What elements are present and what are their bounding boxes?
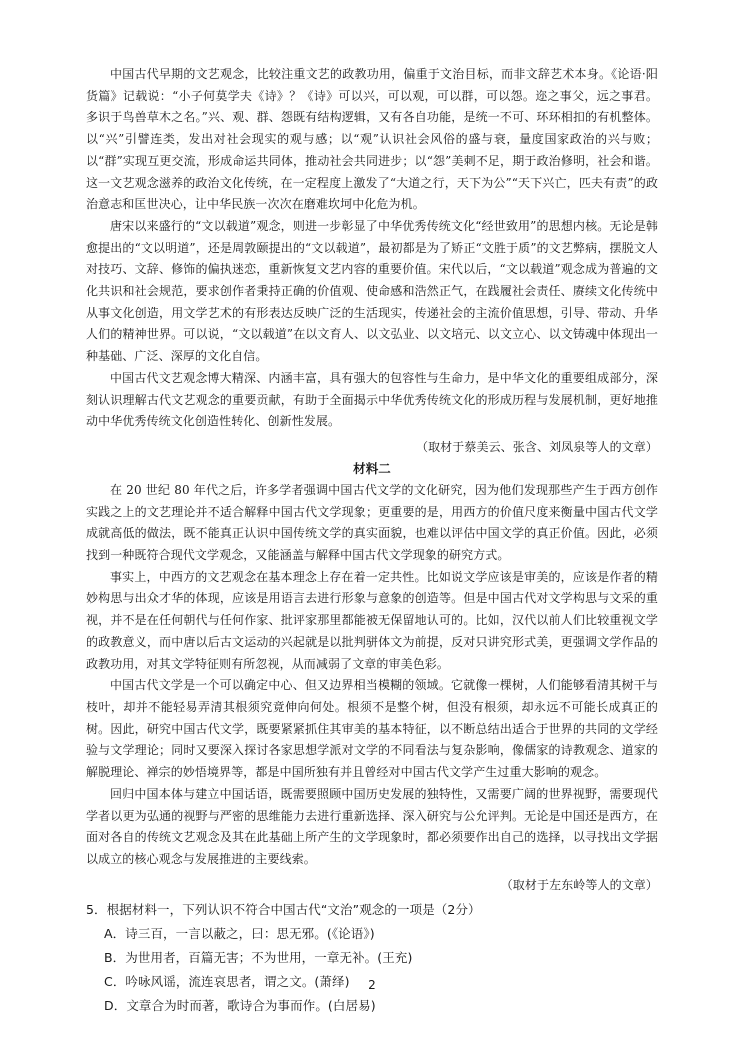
material-two-heading: 材料二	[353, 460, 391, 476]
material-two-source: （取材于左东岭等人的文章）	[500, 877, 658, 892]
option-c: C．吟咏风谣，流连哀思者，谓之文。(萧绎)	[104, 973, 350, 989]
material-one-paragraph-2: 唐宋以来盛行的“文以载道”观念，则进一步彰显了中华优秀传统文化“经世致用”的思想内核。无论是韩愈提出的“文以明道”，还是周敦颐提出的“文以载道”，最初都是为了矫正“文胜于质”的文艺弊病，摆脱文人对技巧、文辞、修饰的偏执迷恋，重新恢复文艺内容的重要价值。宋代以后，“文以载道”观念成为普遍的文化共识和社会规范，要求创作者秉持正确的价值观、使命感和浩然正气，在践履社会责任、赓续文化传统中从事文化创造，用文学艺术的有形表达反映广泛的生活现实，传递社会的主流价值思想，引导、带动、升华人们的精神世界。可以说，“文以载道”在以文育人、以文弘业、以文培元、以文立心、以文铸魂中体现出一种基础、广泛、深厚的文化自信。	[86, 218, 658, 364]
option-a: A．诗三百，一言以蔽之，曰：思无邪。(《论语》)	[104, 925, 375, 941]
material-two-paragraph-2: 事实上，中西方的文艺观念在基本理念上存在着一定共性。比如说文学应该是审美的，应该是作者的精妙构思与出众才华的体现，应该是用语言去进行形象与意象的创造等。但是中国古代对文学构思与文采的重视，并不是在任何朝代与任何作家、批评家那里都能被无保留地认可的。比如，汉代以前人们比较重视文学的政教意义，而中唐以后古文运动的兴起就是以批判骈体文为前提，反对只讲究形式美，更强调文学作品的政教功用，对其文学特征则有所忽视，从而减弱了文章的审美色彩。	[86, 569, 658, 671]
material-one-paragraph-3: 中国古代文艺观念博大精深、内涵丰富，具有强大的包容性与生命力，是中华文化的重要组成部分，深刻认识理解古代文艺观念的重要贡献，有助于全面揭示中华优秀传统文化的形成历程与发展机制，更好地推动中华优秀传统文化创造性转化、创新性发展。	[86, 370, 658, 429]
question-5	[86, 898, 658, 1018]
page-number: 2	[368, 978, 376, 992]
material-two-paragraph-3: 中国古代文学是一个可以确定中心、但又边界相当模糊的领域。它就像一棵树，人们能够看清其树干与枝叶，却并不能轻易弄清其根须究竟伸向何处。根须不是整个树，但没有根须，却永远不可能长成真正的树。因此，研究中国古代文学，既要紧紧抓住其审美的基本特征，以不断总结出适合于世界的共同的文学经验与文学理论；同时又要深入探讨各家思想学派对文学的不同看法与复杂影响，像儒家的诗教观念、道家的解脱理论、禅宗的妙悟境界等，都是中国所独有并且曾经对中国古代文学产生过重大影响的观念。	[86, 678, 658, 780]
material-one-paragraph-1: 中国古代早期的文艺观念，比较注重文艺的政教功用，偏重于文治目标，而非文辞艺术本身。《论语·阳货篇》记载说：“小子何莫学夫《诗》？《诗》可以兴，可以观，可以群，可以怨。迩之事父，远之事君。多识于鸟兽草木之名。”兴、观、群、怨既有结构逻辑，又有各自功能，是统一不可、环环相扣的有机整体。以“兴”引譬连类，发出对社会现实的观与感；以“观”认识社会风俗的盛与衰，量度国家政治的兴与败；以“群”实现互更交流，形成命运共同体，推动社会共同进步；以“怨”美刺不足，期于政治修明，社会和谐。这一文艺观念滋养的政治文化传统，在一定程度上激发了“大道之行，天下为公”“天下兴亡，匹夫有责”的政治意志和匡世决心，让中华民族一次次在磨难坎坷中化危为机。	[86, 67, 658, 212]
material-one-source: （取材于蔡美云、张含、刘凤泉等人的文章）	[415, 439, 658, 454]
material-two-paragraph-1: 在 20 世纪 80 年代之后，许多学者强调中国古代文学的文化研究，因为他们发现那些产生于西方创作实践之上的文艺理论并不适合解释中国古代文学现象；更重要的是，用西方的价值尺度来衡量中国古代文学成就高低的做法，既不能真正认识中国传统文学的真实面貌，也难以评估中国文学的真正价值。因此，必须找到一种既符合现代文学观念，又能涵盖与解释中国古代文学现象的研究方式。	[86, 482, 658, 563]
option-b: B．为世用者，百篇无害；不为世用，一章无补。(王充)	[104, 949, 413, 965]
material-two-paragraph-4: 回归中国本体与建立中国话语，既需要照顾中国历史发展的独特性，又需要广阔的世界视野，需要现代学者以更为弘通的视野与严密的思维能力去进行重新选择、深入研究与公允评判。无论是中国还是西方，在面对各自的传统文艺观念及其在此基础上所产生的文学现象时，都必须要作出自己的选择，以寻找出文学据以成立的核心观念与发展推进的主要线索。	[86, 786, 658, 866]
question-stem: 5．根据材料一，下列认识不符合中国古代“文治”观念的一项是（2分）	[86, 901, 481, 917]
option-d: D．文章合为时而著，歌诗合为事而作。(白居易)	[104, 997, 376, 1013]
material-two	[86, 458, 658, 896]
material-one	[86, 64, 658, 458]
